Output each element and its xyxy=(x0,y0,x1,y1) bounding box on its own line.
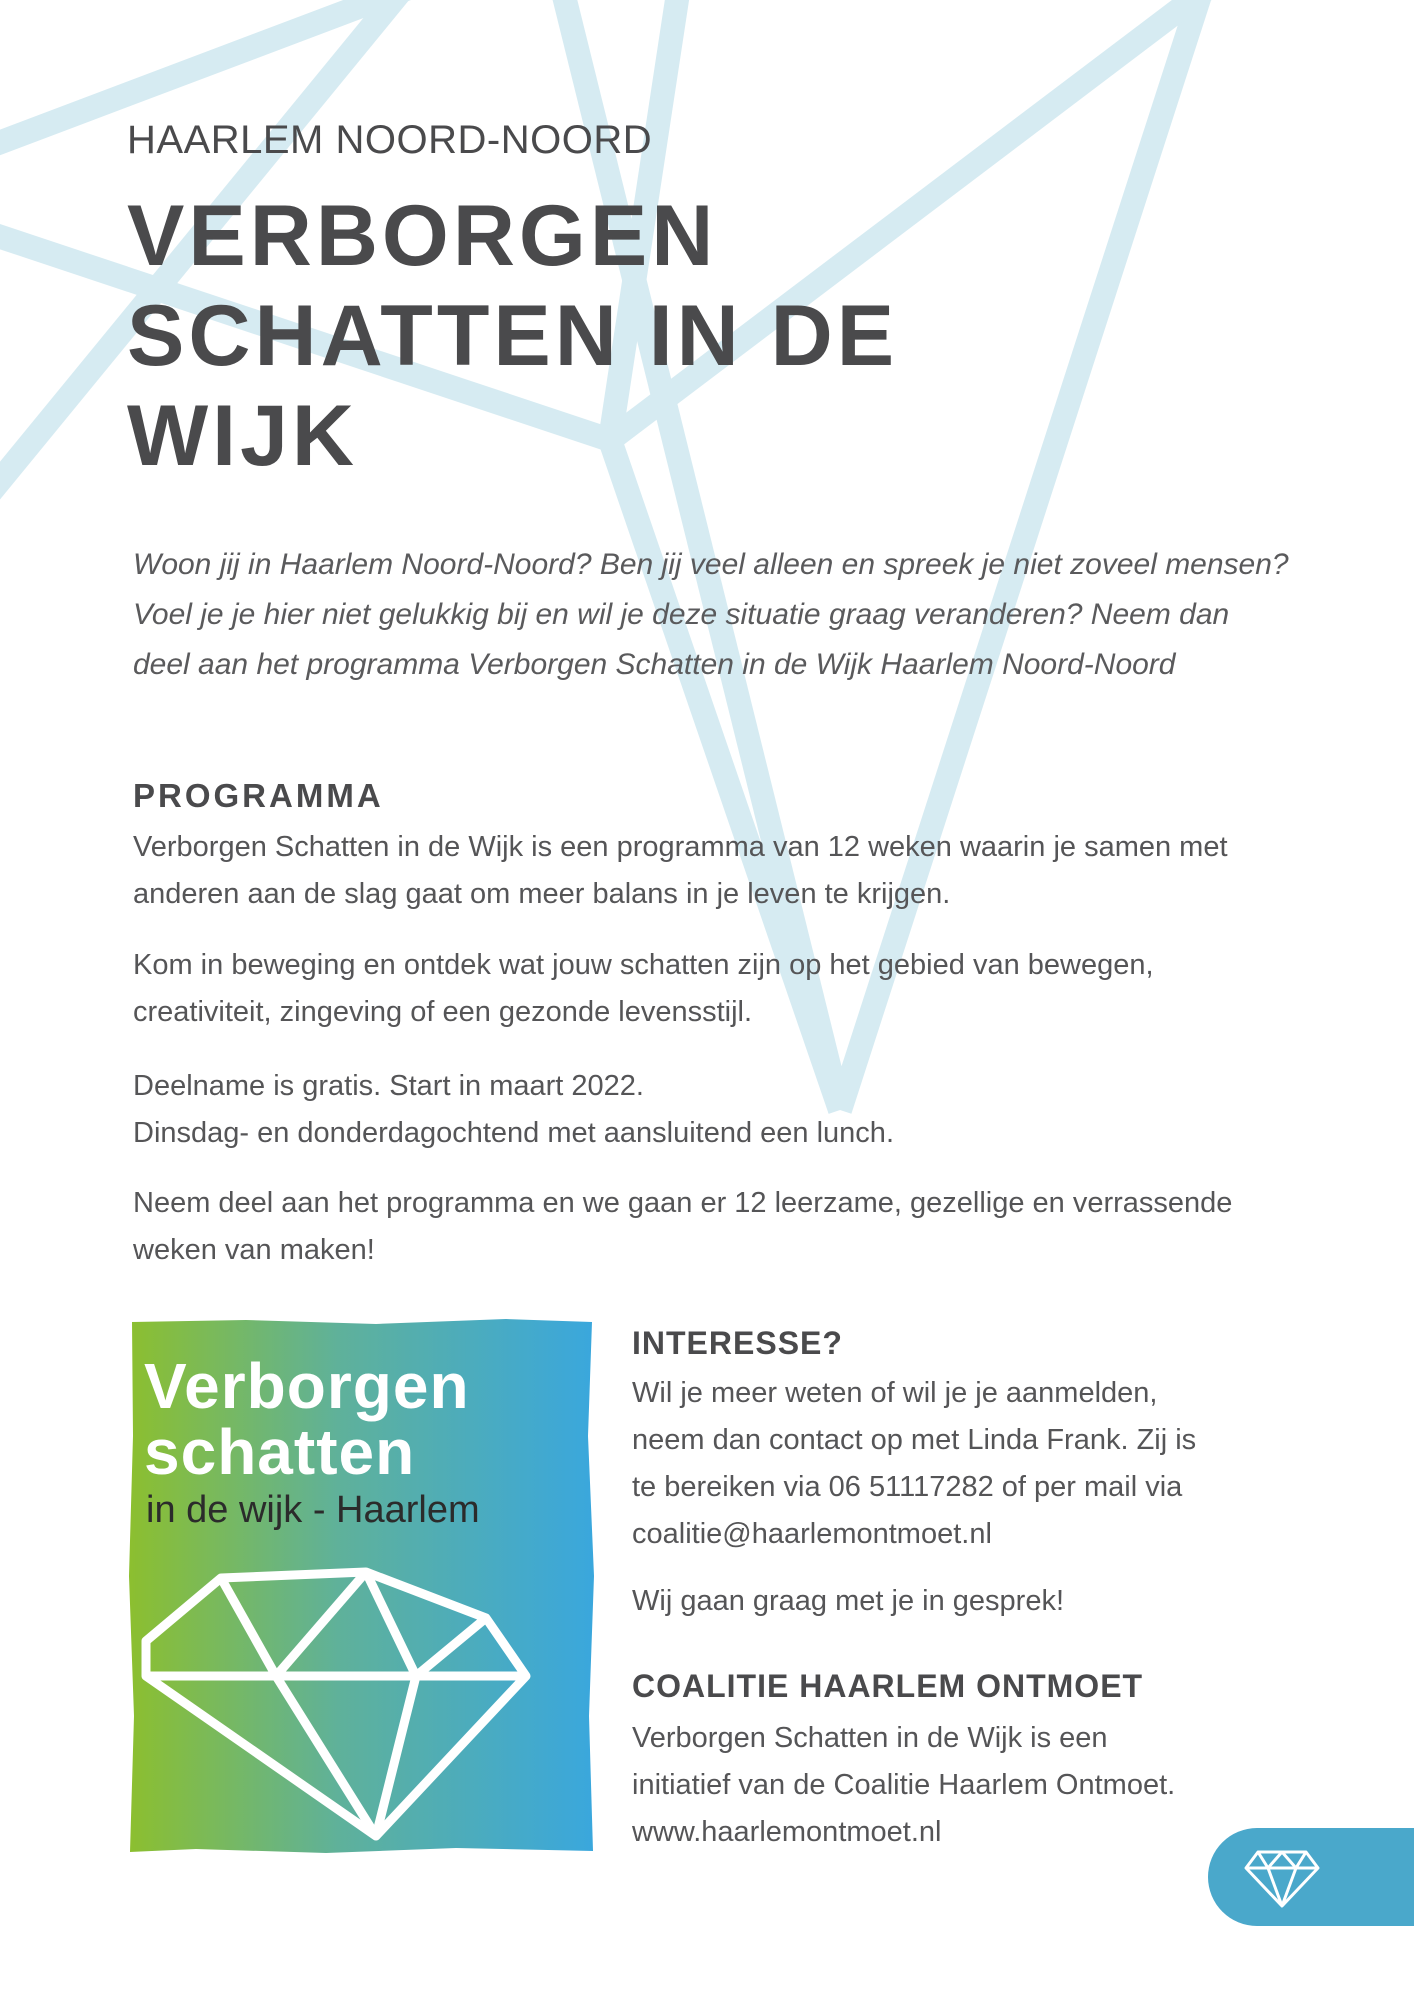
programma-line: Deelname is gratis. Start in maart 2022. xyxy=(133,1070,644,1102)
interesse-text xyxy=(632,1370,1332,1558)
programma-paragraph-4: Neem deel aan het programma en we gaan er 12 leerzame, gezellige en verrassende weken van maken! xyxy=(133,1187,1233,1266)
verborgen-schatten-logo xyxy=(126,1316,596,1856)
page-title xyxy=(127,186,1027,486)
title-line: VERBORGEN xyxy=(127,188,718,284)
coalitie-line: Verborgen Schatten in de Wijk is een xyxy=(632,1722,1108,1754)
programma-paragraph-3 xyxy=(133,1063,1293,1157)
interesse-heading: INTERESSE? xyxy=(632,1325,843,1361)
programma-paragraph-2: Kom in beweging en ontdek wat jouw schatten zijn op het gebied van bewegen, creativiteit, zingeving of een gezonde levensstijl. xyxy=(133,949,1154,1028)
intro-text: Woon jij in Haarlem Noord-Noord? Ben jij veel alleen en spreek je niet zoveel mensen? Voel je je hier niet gelukkig bij en wil je deze situatie graag veranderen? Neem dan deel aan het programma Verborgen Schatten in de Wijk Haarlem Noord-Noord xyxy=(133,548,1289,681)
interesse-line: Wil je meer weten of wil je je aanmelden, xyxy=(632,1377,1158,1409)
location-label: HAARLEM NOORD-NOORD xyxy=(127,118,653,162)
website-link[interactable]: www.haarlemontmoet.nl xyxy=(632,1816,942,1848)
title-line: SCHATTEN IN DE xyxy=(127,288,899,384)
logo-subtitle: in de wijk - Haarlem xyxy=(146,1489,480,1531)
programma-line: Dinsdag- en donderdagochtend met aansluitend een lunch. xyxy=(133,1117,894,1149)
programma-heading: PROGRAMMA xyxy=(133,777,384,814)
title-line: WIJK xyxy=(127,388,358,484)
interesse-line: te bereiken via 06 51117282 of per mail via xyxy=(632,1471,1183,1503)
coalitie-line: initiatief van de Coalitie Haarlem Ontmoet. xyxy=(632,1769,1176,1801)
interesse-line: neem dan contact op met Linda Frank. Zij is xyxy=(632,1424,1197,1456)
programma-paragraph-1: Verborgen Schatten in de Wijk is een programma van 12 weken waarin je samen met anderen aan de slag gaat om meer balans in je leven te krijgen. xyxy=(133,831,1228,910)
logo-text-line: schatten xyxy=(144,1416,416,1488)
interesse-closing: Wij gaan graag met je in gesprek! xyxy=(632,1585,1064,1617)
diamond-icon xyxy=(1242,1846,1322,1910)
logo-text-line: Verborgen xyxy=(144,1350,470,1422)
coalitie-heading: COALITIE HAARLEM ONTMOET xyxy=(632,1668,1144,1704)
email-link[interactable]: coalitie@haarlemontmoet.nl xyxy=(632,1518,992,1550)
diamond-badge xyxy=(1208,1828,1414,1926)
coalitie-text xyxy=(632,1715,1332,1856)
